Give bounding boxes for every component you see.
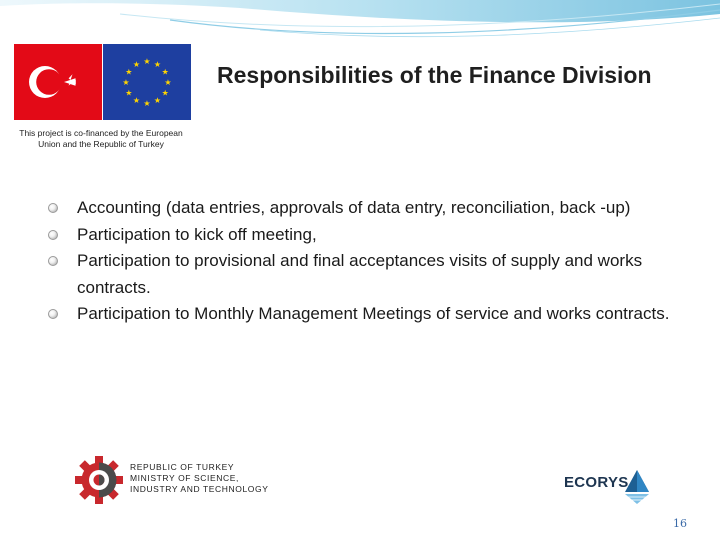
bullet-icon	[48, 309, 58, 319]
ecorys-logo-icon	[624, 468, 650, 506]
bullet-list	[46, 195, 696, 328]
list-item	[46, 248, 696, 301]
svg-text:★: ★	[125, 88, 133, 98]
ministry-line-3: INDUSTRY AND TECHNOLOGY	[130, 484, 269, 494]
ministry-name	[130, 462, 330, 495]
svg-text:★: ★	[125, 67, 133, 77]
slide-title: Responsibilities of the Finance Division	[217, 62, 652, 88]
partner-name: ECORYS	[564, 474, 629, 491]
bullet-icon	[48, 230, 58, 240]
svg-text:★: ★	[161, 88, 169, 98]
eu-flag	[103, 44, 191, 120]
bullet-icon	[48, 256, 58, 266]
svg-text:★: ★	[132, 59, 141, 69]
bullet-icon	[48, 203, 58, 213]
svg-text:★: ★	[153, 96, 162, 106]
cofinancing-note: This project is co-financed by the European Union and the Republic of Turkey	[19, 128, 183, 149]
svg-text:★: ★	[143, 99, 151, 108]
svg-text:★: ★	[122, 78, 130, 87]
bullet-text: Accounting (data entries, approvals of data entry, reconciliation, back -up)	[77, 198, 631, 217]
ministry-line-2: MINISTRY OF SCIENCE,	[130, 473, 239, 483]
page-number: 16	[673, 517, 687, 530]
svg-text:★: ★	[132, 96, 141, 106]
ministry-line-1: REPUBLIC OF TURKEY	[130, 462, 235, 472]
svg-text:★: ★	[164, 78, 172, 87]
turkey-flag	[14, 44, 102, 120]
list-item	[46, 301, 696, 328]
list-item	[46, 195, 696, 222]
svg-text:★: ★	[153, 59, 162, 69]
svg-text:★: ★	[143, 57, 151, 66]
gear-icon	[74, 455, 124, 505]
bullet-text: Participation to kick off meeting,	[77, 224, 317, 244]
list-item	[46, 222, 696, 249]
bullet-text: Participation to provisional and final acceptances visits of supply and works contracts.	[77, 251, 643, 297]
svg-text:★: ★	[161, 67, 169, 77]
bullet-text: Participation to Monthly Management Meetings of service and works contracts.	[77, 304, 670, 323]
